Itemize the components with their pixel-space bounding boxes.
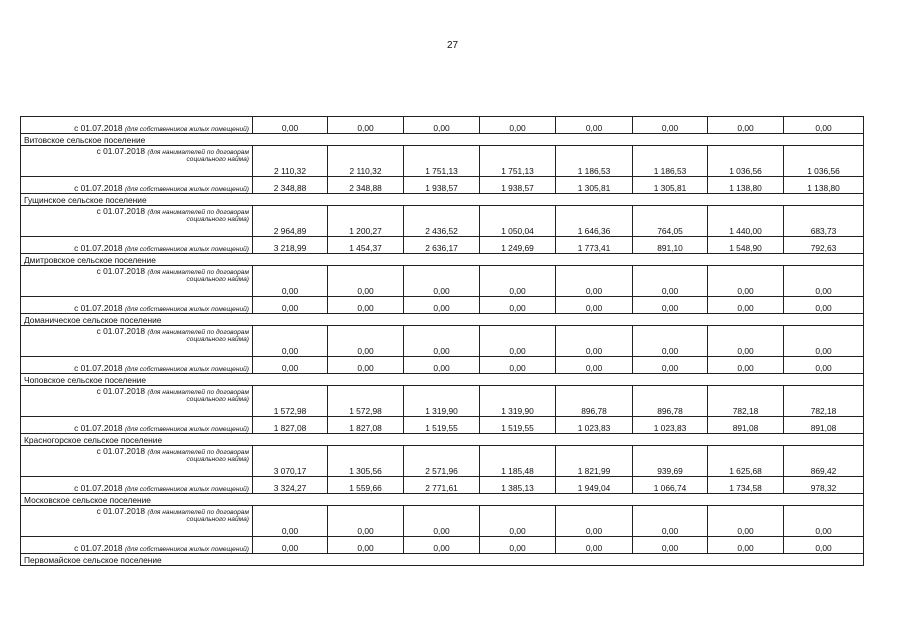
value-cell: 0,00 [480, 266, 556, 297]
value-cell: 0,00 [328, 266, 404, 297]
value-cell: 1 949,04 [556, 477, 633, 494]
row-label-line1 [24, 326, 249, 336]
value-cell: 1 751,13 [404, 146, 480, 177]
value-cell: 0,00 [708, 266, 784, 297]
value-cell: 896,78 [633, 386, 708, 417]
section-title: Московское сельское поселение [21, 494, 864, 506]
value-cell: 0,00 [556, 357, 633, 374]
value-cell: 0,00 [708, 117, 784, 134]
row-note: (для нанимателей по договорам [147, 509, 249, 516]
value-cell: 2 110,32 [328, 146, 404, 177]
row-label [21, 537, 253, 554]
value-cell: 0,00 [404, 326, 480, 357]
section-title: Первомайское сельское поселение [21, 554, 864, 566]
value-cell: 1 138,80 [784, 177, 864, 194]
row-label [21, 477, 253, 494]
value-cell: 1 050,04 [480, 206, 556, 237]
value-cell: 0,00 [253, 326, 328, 357]
row-note: (для собственников жилых помещений) [124, 126, 249, 133]
table-row [21, 357, 864, 374]
row-note: (для собственников жилых помещений) [124, 186, 249, 193]
value-cell: 1 023,83 [633, 417, 708, 434]
section-title: Доманическое сельское поселение [21, 314, 864, 326]
value-cell: 782,18 [784, 386, 864, 417]
table-row [21, 417, 864, 434]
value-cell: 2 771,61 [404, 477, 480, 494]
value-cell: 891,08 [708, 417, 784, 434]
value-cell: 1 319,90 [480, 386, 556, 417]
row-note-continued: социального найма) [186, 396, 249, 403]
table-row [21, 146, 864, 177]
row-date: с 01.07.2018 [74, 423, 123, 433]
value-cell: 1 938,57 [404, 177, 480, 194]
value-cell: 0,00 [253, 266, 328, 297]
row-date: с 01.07.2018 [74, 243, 123, 253]
row-note: (для собственников жилых помещений) [124, 246, 249, 253]
value-cell: 0,00 [556, 326, 633, 357]
value-cell: 939,69 [633, 446, 708, 477]
row-label [21, 117, 253, 134]
table-row [21, 477, 864, 494]
value-cell: 0,00 [253, 357, 328, 374]
value-cell: 0,00 [633, 117, 708, 134]
value-cell: 1 249,69 [480, 237, 556, 254]
row-note-continued: социального найма) [186, 516, 249, 523]
row-note-continued: социального найма) [186, 156, 249, 163]
row-label [21, 326, 253, 357]
row-note: (для собственников жилых помещений) [124, 306, 249, 313]
row-note-continued: социального найма) [186, 216, 249, 223]
row-date: с 01.07.2018 [96, 146, 146, 156]
value-cell: 1 559,66 [328, 477, 404, 494]
section-title: Дмитровское сельское поселение [21, 254, 864, 266]
value-cell: 869,42 [784, 446, 864, 477]
value-cell: 1 440,00 [708, 206, 784, 237]
row-note: (для нанимателей по договорам [147, 389, 249, 396]
page-number: 27 [446, 40, 459, 51]
value-cell: 782,18 [708, 386, 784, 417]
value-cell: 1 200,27 [328, 206, 404, 237]
value-cell: 896,78 [556, 386, 633, 417]
value-cell: 0,00 [708, 326, 784, 357]
tariff-table [20, 116, 864, 566]
value-cell: 0,00 [556, 297, 633, 314]
row-label [21, 146, 253, 177]
row-label-line1 [24, 506, 249, 516]
value-cell: 1 023,83 [556, 417, 633, 434]
row-label [21, 206, 253, 237]
section-row [21, 434, 864, 446]
value-cell: 1 625,68 [708, 446, 784, 477]
value-cell: 1 773,41 [556, 237, 633, 254]
value-cell: 2 348,88 [328, 177, 404, 194]
value-cell: 0,00 [633, 357, 708, 374]
row-note-continued: социального найма) [186, 336, 249, 343]
row-label-line1 [24, 386, 249, 396]
row-date: с 01.07.2018 [96, 326, 146, 336]
value-cell: 1 734,58 [708, 477, 784, 494]
row-label [21, 357, 253, 374]
row-label [21, 297, 253, 314]
row-label [21, 446, 253, 477]
value-cell: 0,00 [784, 117, 864, 134]
value-cell: 0,00 [328, 537, 404, 554]
section-row [21, 314, 864, 326]
value-cell: 0,00 [633, 537, 708, 554]
value-cell: 0,00 [253, 117, 328, 134]
table-row [21, 177, 864, 194]
value-cell: 3 218,99 [253, 237, 328, 254]
value-cell: 1 572,98 [328, 386, 404, 417]
value-cell: 0,00 [708, 506, 784, 537]
row-note: (для нанимателей по договорам [147, 269, 249, 276]
value-cell: 0,00 [708, 297, 784, 314]
value-cell: 0,00 [404, 266, 480, 297]
value-cell: 764,05 [633, 206, 708, 237]
row-label-line1 [24, 266, 249, 276]
value-cell: 1 827,08 [328, 417, 404, 434]
row-date: с 01.07.2018 [96, 266, 146, 276]
value-cell: 0,00 [328, 357, 404, 374]
value-cell: 0,00 [328, 117, 404, 134]
value-cell: 0,00 [328, 506, 404, 537]
section-title: Витовское сельское поселение [21, 134, 864, 146]
value-cell: 1 036,56 [784, 146, 864, 177]
value-cell: 2 348,88 [253, 177, 328, 194]
value-cell: 0,00 [708, 537, 784, 554]
value-cell: 0,00 [784, 326, 864, 357]
value-cell: 2 636,17 [404, 237, 480, 254]
value-cell: 1 186,53 [633, 146, 708, 177]
row-date: с 01.07.2018 [96, 206, 146, 216]
row-note: (для нанимателей по договорам [147, 149, 249, 156]
value-cell: 891,10 [633, 237, 708, 254]
row-note: (для нанимателей по договорам [147, 329, 249, 336]
row-date: с 01.07.2018 [74, 123, 123, 133]
section-row [21, 374, 864, 386]
row-note: (для нанимателей по договорам [147, 209, 249, 216]
section-row [21, 554, 864, 566]
row-date: с 01.07.2018 [96, 386, 146, 396]
value-cell: 1 751,13 [480, 146, 556, 177]
row-note: (для собственников жилых помещений) [124, 366, 249, 373]
table-row [21, 297, 864, 314]
value-cell: 1 319,90 [404, 386, 480, 417]
value-cell: 1 066,74 [633, 477, 708, 494]
value-cell: 1 938,57 [480, 177, 556, 194]
value-cell: 0,00 [404, 297, 480, 314]
value-cell: 0,00 [556, 506, 633, 537]
value-cell: 1 185,48 [480, 446, 556, 477]
row-note-continued: социального найма) [186, 276, 249, 283]
value-cell: 0,00 [633, 297, 708, 314]
value-cell: 0,00 [708, 357, 784, 374]
value-cell: 0,00 [404, 117, 480, 134]
value-cell: 1 305,56 [328, 446, 404, 477]
row-date: с 01.07.2018 [74, 363, 123, 373]
value-cell: 0,00 [480, 326, 556, 357]
row-label [21, 237, 253, 254]
row-note: (для нанимателей по договорам [147, 449, 249, 456]
row-note: (для собственников жилых помещений) [124, 486, 249, 493]
value-cell: 0,00 [784, 506, 864, 537]
value-cell: 0,00 [404, 357, 480, 374]
row-date: с 01.07.2018 [74, 183, 123, 193]
value-cell: 683,73 [784, 206, 864, 237]
value-cell: 0,00 [480, 117, 556, 134]
value-cell: 1 385,13 [480, 477, 556, 494]
value-cell: 1 036,56 [708, 146, 784, 177]
value-cell: 1 138,80 [708, 177, 784, 194]
row-label-line1 [24, 206, 249, 216]
value-cell: 0,00 [480, 297, 556, 314]
value-cell: 0,00 [784, 537, 864, 554]
value-cell: 1 305,81 [556, 177, 633, 194]
value-cell: 0,00 [633, 326, 708, 357]
value-cell: 891,08 [784, 417, 864, 434]
section-row [21, 194, 864, 206]
row-date: с 01.07.2018 [74, 303, 123, 313]
value-cell: 0,00 [480, 537, 556, 554]
row-date: с 01.07.2018 [74, 483, 123, 493]
table-row [21, 237, 864, 254]
value-cell: 0,00 [253, 506, 328, 537]
value-cell: 1 572,98 [253, 386, 328, 417]
table-row [21, 386, 864, 417]
row-label-line1 [24, 146, 249, 156]
value-cell: 3 070,17 [253, 446, 328, 477]
row-note: (для собственников жилых помещений) [124, 426, 249, 433]
section-title: Красногорское сельское поселение [21, 434, 864, 446]
value-cell: 1 548,90 [708, 237, 784, 254]
value-cell: 1 454,37 [328, 237, 404, 254]
row-label-line1 [24, 446, 249, 456]
value-cell: 792,63 [784, 237, 864, 254]
value-cell: 1 519,55 [404, 417, 480, 434]
value-cell: 0,00 [253, 297, 328, 314]
value-cell: 0,00 [480, 506, 556, 537]
value-cell: 2 964,89 [253, 206, 328, 237]
value-cell: 1 305,81 [633, 177, 708, 194]
value-cell: 0,00 [404, 506, 480, 537]
row-label [21, 506, 253, 537]
table-row [21, 266, 864, 297]
row-date: с 01.07.2018 [96, 446, 146, 456]
value-cell: 0,00 [328, 297, 404, 314]
value-cell: 0,00 [784, 297, 864, 314]
value-cell: 0,00 [328, 326, 404, 357]
value-cell: 1 186,53 [556, 146, 633, 177]
value-cell: 978,32 [784, 477, 864, 494]
table-row [21, 537, 864, 554]
table-row [21, 446, 864, 477]
value-cell: 0,00 [480, 357, 556, 374]
row-note: (для собственников жилых помещений) [124, 546, 249, 553]
section-row [21, 134, 864, 146]
table-row [21, 206, 864, 237]
value-cell: 0,00 [556, 266, 633, 297]
table-row [21, 506, 864, 537]
row-label [21, 266, 253, 297]
value-cell: 0,00 [253, 537, 328, 554]
value-cell: 0,00 [633, 506, 708, 537]
row-label [21, 417, 253, 434]
row-note-continued: социального найма) [186, 456, 249, 463]
value-cell: 0,00 [784, 357, 864, 374]
value-cell: 0,00 [404, 537, 480, 554]
value-cell: 0,00 [556, 117, 633, 134]
value-cell: 1 519,55 [480, 417, 556, 434]
value-cell: 0,00 [784, 266, 864, 297]
value-cell: 1 827,08 [253, 417, 328, 434]
row-date: с 01.07.2018 [96, 506, 146, 516]
table-row [21, 117, 864, 134]
value-cell: 2 436,52 [404, 206, 480, 237]
value-cell: 3 324,27 [253, 477, 328, 494]
section-row [21, 494, 864, 506]
value-cell: 2 110,32 [253, 146, 328, 177]
row-label [21, 386, 253, 417]
section-title: Чоповское сельское поселение [21, 374, 864, 386]
value-cell: 2 571,96 [404, 446, 480, 477]
table-row [21, 326, 864, 357]
value-cell: 0,00 [633, 266, 708, 297]
value-cell: 1 646,36 [556, 206, 633, 237]
value-cell: 1 821,99 [556, 446, 633, 477]
row-date: с 01.07.2018 [74, 543, 123, 553]
value-cell: 0,00 [556, 537, 633, 554]
section-title: Гущинское сельское поселение [21, 194, 864, 206]
section-row [21, 254, 864, 266]
row-label [21, 177, 253, 194]
